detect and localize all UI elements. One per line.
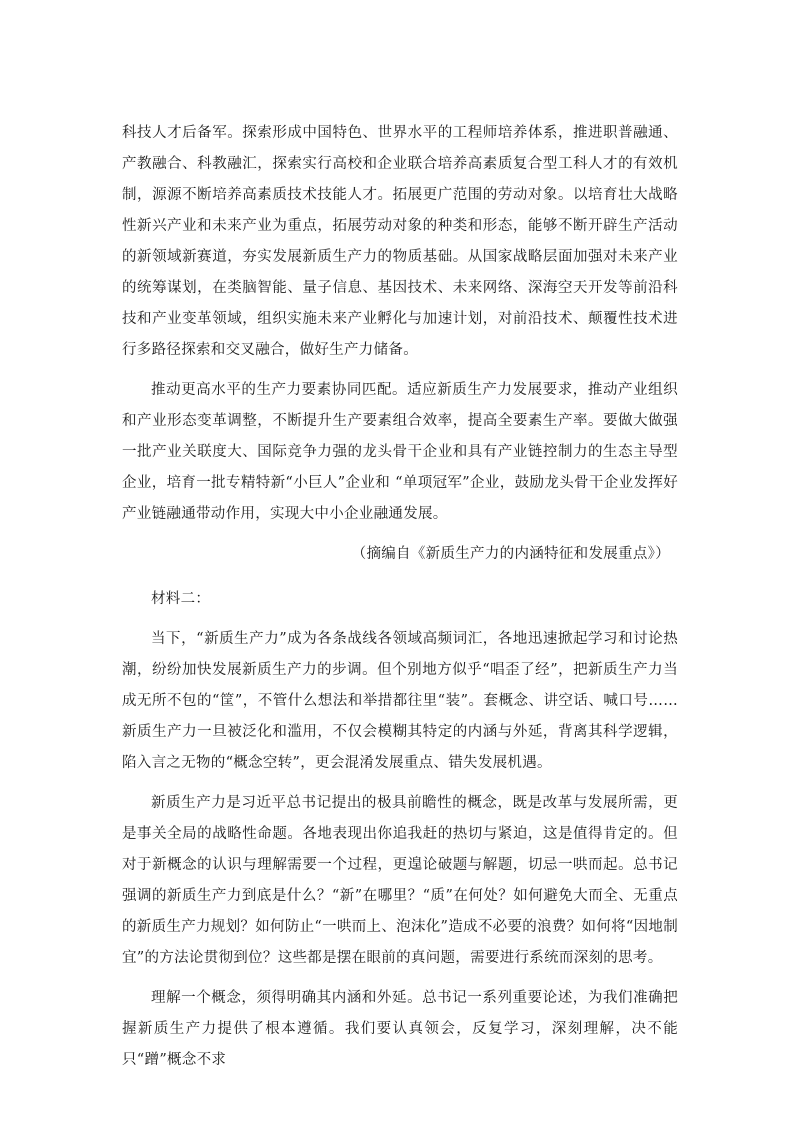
source-citation: （摘编自《新质生产力的内涵特征和发展重点》） [351, 546, 670, 562]
document-body [122, 118, 678, 1076]
paragraph-current-trend: 当下，“新质生产力”成为各条战线各领域高频词汇，各地迅速掀起学习和讨论热潮，纷纷加快发展新质生产力的步调。但个别地方似乎“唱歪了经”，把新质生产力当成无所不包的“筐”，不管什么想法和举措都往里“装”。套概念、讲空话、喊口号……新质生产力一旦被泛化和滥用，不仅会模糊其特定的内涵与外延，背离其科学逻辑，陷入言之无物的“概念空转”，更会混淆发展重点、错失发展机遇。 [122, 631, 678, 771]
paragraph-understanding-concept: 理解一个概念，须得明确其内涵和外延。总书记一系列重要论述，为我们准确把握新质生产力提供了根本遵循。我们要认真领会，反复学习，深刻理解，决不能只“蹭”概念不求 [122, 990, 678, 1068]
paragraph-continuation: 科技人才后备军。探索形成中国特色、世界水平的工程师培养体系，推进职普融通、产教融合、科教融汇，探索实行高校和企业联合培养高素质复合型工科人才的有效机制，源源不断培养高素质技术技能人才。拓展更广范围的劳动对象。以培育壮大战略性新兴产业和未来产业为重点，拓展劳动对象的种类和形态，能够不断开辟生产活动的新领域新赛道，夯实发展新质生产力的物质基础。从国家战略层面加强对未来产业的统筹谋划，在类脑智能、量子信息、基因技术、未来网络、深海空天开发等前沿科技和产业变革领域，组织实施未来产业孵化与加速计划，对前沿技术、颠覆性技术进行多路径探索和交叉融合，做好生产力储备。 [122, 125, 678, 358]
paragraph-factor-coordination: 推动更高水平的生产力要素协同匹配。适应新质生产力发展要求，推动产业组织和产业形态变革调整，不断提升生产要素组合效率，提高全要素生产率。要做大做强一批产业关联度大、国际竞争力强的龙头骨干企业和具有产业链控制力的生态主导型企业，培育一批专精特新“小巨人”企业和 “单项冠军”企业，鼓励龙头骨干企业发挥好产业链融通带动作用，实现大中小企业融通发展。 [122, 382, 678, 522]
paragraph-strategic-concept: 新质生产力是习近平总书记提出的极具前瞻性的概念，既是改革与发展所需，更是事关全局的战略性命题。各地表现出你追我赶的热切与紧迫，这是值得肯定的。但对于新概念的认识与理解需要一个过程，更遑论破题与解题，切忌一哄而起。总书记强调的新质生产力到底是什么？“新”在哪里？“质”在何处？如何避免大而全、无重点的新质生产力规划？如何防止“一哄而上、泡沫化”造成不必要的浪费？如何将“因地制宜”的方法论贯彻到位？这些都是摆在眼前的真问题，需要进行系统而深刻的思考。 [122, 795, 678, 966]
material-two-heading: 材料二： [151, 591, 211, 607]
